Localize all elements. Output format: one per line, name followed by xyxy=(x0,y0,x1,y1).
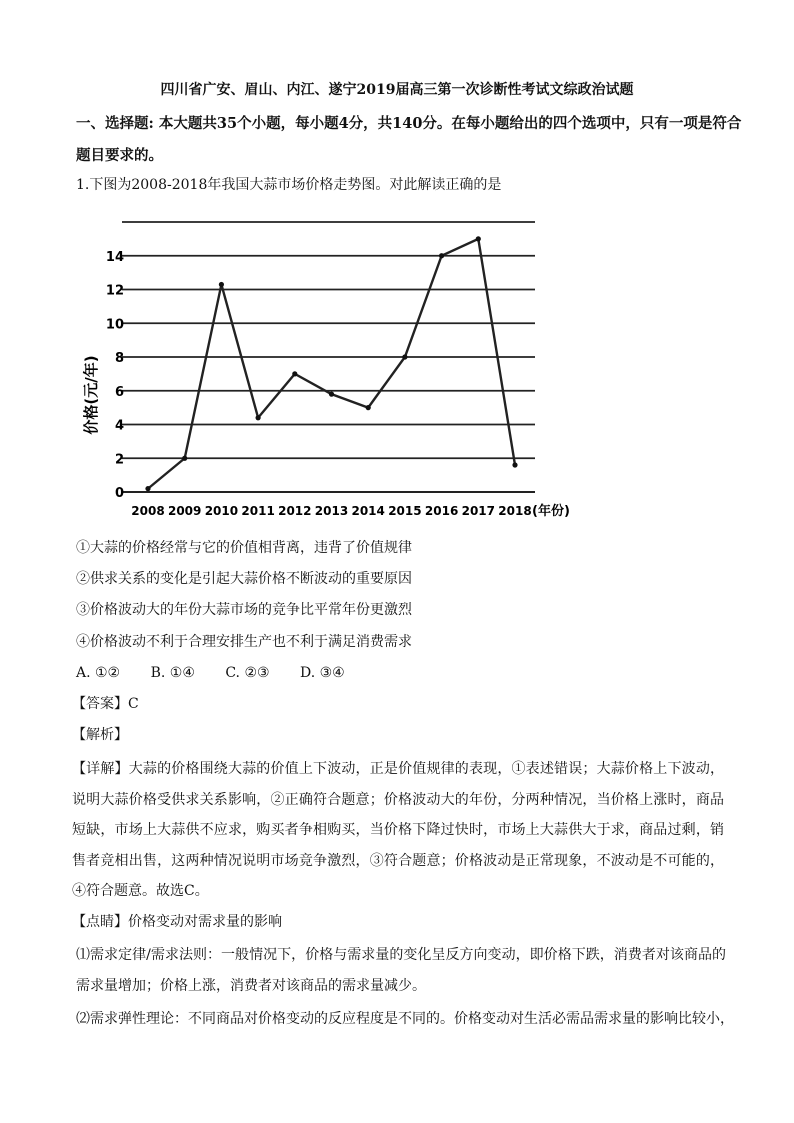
data-point xyxy=(145,486,150,491)
data-point xyxy=(182,456,187,461)
chart-grid xyxy=(122,222,535,492)
option-a[interactable]: A. ①② xyxy=(76,665,121,681)
x-tick-label: 2010 xyxy=(204,504,239,518)
page-title: 四川省广安、眉山、内江、遂宁2019届高三第一次诊断性考试文综政治试题 xyxy=(160,82,634,98)
section-heading-cont: 题目要求的。 xyxy=(76,147,163,164)
option-d[interactable]: D. ③④ xyxy=(300,665,345,681)
x-axis-label: (年份) xyxy=(532,504,570,519)
data-point xyxy=(402,354,407,359)
y-tick-label: 4 xyxy=(114,418,124,434)
answer-options xyxy=(76,663,734,683)
option-b[interactable]: B. ①④ xyxy=(150,665,195,681)
statement-2: ②供求关系的变化是引起大蒜价格不断波动的重要原因 xyxy=(76,571,412,587)
price-series-line xyxy=(148,239,515,489)
answer: 【答案】C xyxy=(72,696,139,712)
y-tick-label: 14 xyxy=(105,249,124,265)
x-tick-labels xyxy=(131,504,531,518)
data-point xyxy=(476,236,481,241)
data-points xyxy=(145,236,517,491)
y-tick-label: 0 xyxy=(114,486,124,501)
data-point xyxy=(512,462,517,467)
data-point xyxy=(292,371,297,376)
statement-4: ④价格波动不利于合理安排生产也不利于满足消费需求 xyxy=(76,634,412,650)
y-tick-label: 2 xyxy=(114,452,124,468)
data-point xyxy=(219,282,224,287)
x-tick-label: 2011 xyxy=(241,504,275,518)
x-tick-label: 2009 xyxy=(167,504,202,518)
x-tick-label: 2015 xyxy=(388,504,422,518)
x-tick-label: 2017 xyxy=(461,504,496,518)
y-tick-label: 10 xyxy=(105,317,124,333)
x-tick-label: 2014 xyxy=(351,504,385,518)
y-axis-label: 价格(元/年) xyxy=(82,355,100,435)
section-heading: 一、选择题: 本大题共35个小题，每小题4分，共140分。在每小题给出的四个选项中，只有一项是符合 xyxy=(76,115,742,132)
price-trend-chart xyxy=(80,205,600,525)
option-c[interactable]: C. ②③ xyxy=(225,665,270,681)
x-tick-label: 2012 xyxy=(278,504,312,518)
statement-3: ③价格波动大的年份大蒜市场的竞争比平常年份更激烈 xyxy=(76,602,412,618)
tip-heading: 【点睛】价格变动对需求量的影响 xyxy=(72,914,282,930)
data-point xyxy=(366,405,371,410)
x-tick-label: 2013 xyxy=(314,504,349,518)
detail-explanation: 【详解】大蒜的价格围绕大蒜的价值上下波动，正是价值规律的表现，①表述错误；大蒜价格上下波动，说明大蒜价格受供求关系影响，②正确符合题意；价格波动大的年份，分两种情况，当价格上涨时，商品短缺，市场上大蒜供不应求，购买者争相购买，当价格下降过快时，市场上大蒜供大于求，商品过剩，销售者竞相出售，这两种情况说明市场竞争激烈，③符合题意；价格波动是正常现象，不波动是不可能的，④符合题意。故选C。 xyxy=(72,761,724,899)
data-point xyxy=(329,392,334,397)
note-demand-elasticity: ⑵需求弹性理论：不同商品对价格变动的反应程度是不同的。价格变动对生活必需品需求量的影响比较小， xyxy=(76,1011,734,1027)
question-stem: 1.下图为2008-2018年我国大蒜市场价格走势图。对此解读正确的是 xyxy=(76,177,502,193)
statement-1: ①大蒜的价格经常与它的价值相背离，违背了价值规律 xyxy=(76,540,412,556)
data-point xyxy=(439,253,444,258)
x-tick-label: 2016 xyxy=(424,504,459,518)
x-tick-label: 2018 xyxy=(498,504,532,518)
analysis-label: 【解析】 xyxy=(72,727,128,743)
y-tick-label: 12 xyxy=(105,283,124,299)
y-tick-labels xyxy=(106,250,124,501)
y-tick-label: 8 xyxy=(114,351,124,366)
note-demand-law: ⑴需求定律/需求法则：一般情况下，价格与需求量的变化呈反方向变动，即价格下跌，消费者对该商品的需求量增加；价格上涨，消费者对该商品的需求量减少。 xyxy=(76,947,726,994)
y-tick-label: 6 xyxy=(114,384,124,400)
x-tick-label: 2008 xyxy=(131,504,165,518)
data-point xyxy=(256,415,261,420)
